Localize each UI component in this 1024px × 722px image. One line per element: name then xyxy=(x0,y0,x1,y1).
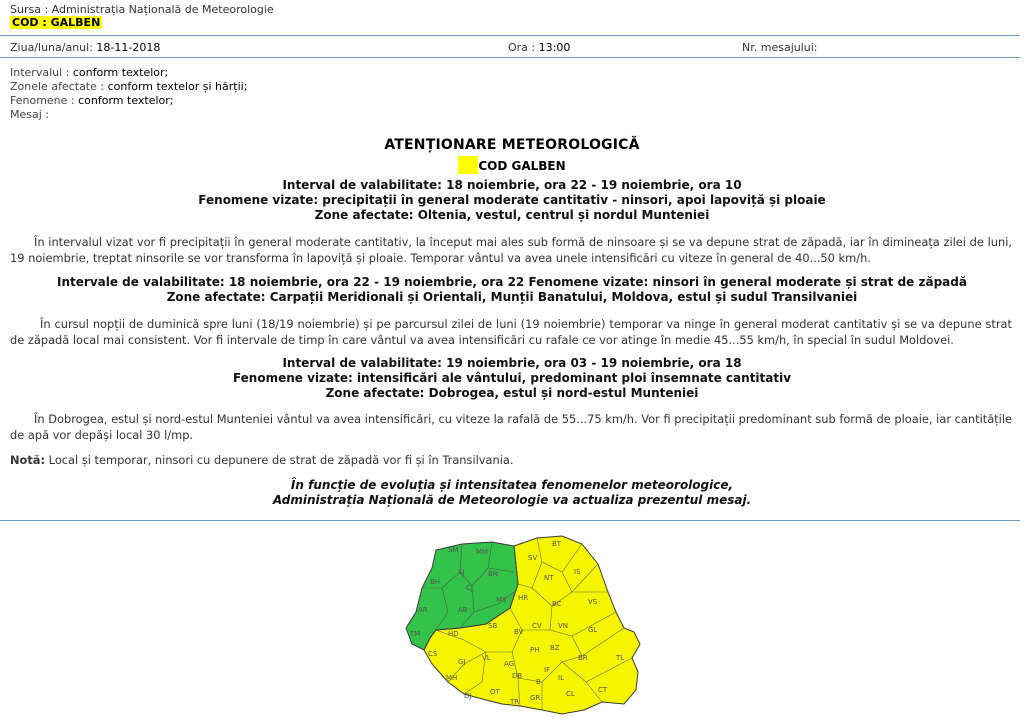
warning-code xyxy=(0,156,1024,174)
county-label-cs: CS xyxy=(428,650,438,658)
section3-interval: Interval de valabilitate: 19 noiembrie, ora 03 - 19 noiembrie, ora 18 xyxy=(282,356,742,370)
date-value: 18-11-2018 xyxy=(96,41,161,54)
message-number-label: Nr. mesajului: xyxy=(742,41,818,54)
county-label-if: IF xyxy=(544,666,551,674)
county-label-b: B xyxy=(536,678,541,686)
note-text: Local și temporar, ninsori cu depunere de strat de zăpadă vor fi și în Transilvania. xyxy=(48,453,514,467)
county-label-vn: VN xyxy=(558,622,569,630)
county-label-ag: AG xyxy=(504,660,515,668)
yellow-code-swatch xyxy=(458,156,478,174)
county-label-ct: CT xyxy=(598,686,608,694)
county-label-ph: PH xyxy=(530,646,540,654)
divider-bottom xyxy=(0,520,1020,521)
county-label-sv: SV xyxy=(528,554,538,562)
footer-line2: Administrația Națională de Meteorologie va actualiza prezentul mesaj. xyxy=(272,493,752,507)
zones-value: conform textelor și hărții; xyxy=(107,80,248,93)
phenomena-line xyxy=(10,94,174,107)
section2-interval: Intervale de valabilitate: 18 noiembrie, ora 22 - 19 noiembrie, ora 22 Fenomene vizate: ninsori în general moderate și strat de zăpadă xyxy=(57,275,967,289)
county-label-mh: MH xyxy=(446,674,458,682)
county-label-dj: DJ xyxy=(464,692,472,700)
county-label-ab: AB xyxy=(458,606,468,614)
phenomena-label: Fenomene : xyxy=(10,94,75,107)
county-label-sj: SJ xyxy=(458,568,465,576)
time-value: 13:00 xyxy=(538,41,571,54)
county-label-tm: TM xyxy=(410,630,421,638)
zones-label: Zonele afectate : xyxy=(10,80,105,93)
source-line xyxy=(10,3,274,16)
county-label-cj: CJ xyxy=(466,584,473,592)
county-label-gl: GL xyxy=(588,626,598,634)
warning-map xyxy=(402,532,642,722)
section1-paragraph: În intervalul vizat vor fi precipitații în general moderate cantitativ, la început mai ales sub formă de ninsoare și se va depune strat de zăpadă, iar în dimineața zilei de luni, 19 noiembrie, treptat ninsorile se vor transforma în lapoviță și ploaie. Temporar vântul va avea unele intensificări cu viteze în general de 40...50 km/h. xyxy=(10,235,1012,265)
county-label-bc: BC xyxy=(552,600,562,608)
county-label-hr: HR xyxy=(518,594,529,602)
county-label-bv: BV xyxy=(514,628,524,636)
interval-line xyxy=(10,66,168,79)
county-label-gj: GJ xyxy=(458,658,466,666)
county-label-ar: AR xyxy=(418,606,428,614)
source-label: Sursa : xyxy=(10,3,49,16)
county-label-is: IS xyxy=(574,568,581,576)
interval-label: Intervalul : xyxy=(10,66,70,79)
section3-paragraph: În Dobrogea, estul și nord-estul Munteniei vântul va avea intensificări, cu viteze la rafală de 55...75 km/h. Vor fi precipitații predominant sub formă de ploaie, iar cantitățile de apă vor depăși local 30 l/mp. xyxy=(10,412,1012,442)
county-label-vs: VS xyxy=(588,598,598,606)
section1-zones: Zone afectate: Oltenia, vestul, centrul și nordul Munteniei xyxy=(314,208,710,222)
county-label-nt: NT xyxy=(544,574,554,582)
county-label-cv: CV xyxy=(532,622,542,630)
date-field xyxy=(10,41,160,54)
county-label-hd: HD xyxy=(448,630,459,638)
section1-phenomena: Fenomene vizate: precipitații în general moderate cantitativ - ninsori, apoi lapoviță și ploaie xyxy=(198,193,826,207)
county-label-cl: CL xyxy=(566,690,575,698)
county-label-db: DB xyxy=(512,672,523,680)
message-label: Mesaj : xyxy=(10,108,49,121)
time-label: Ora : xyxy=(508,41,536,54)
section3-phenomena: Fenomene vizate: intensificări ale vântului, predominant ploi însemnate cantitativ xyxy=(232,371,792,385)
section2-paragraph: În cursul nopții de duminică spre luni (18/19 noiembrie) și pe parcursul zilei de luni (19 noiembrie) temporar va ninge în general moderat cantitativ și se va depune strat de zăpadă local mai consistent. Vor fi intervale de timp în care vântul va avea intensificări cu rafale ce vor atinge în medie 45...55 km/h, în special în sudul Moldovei. xyxy=(10,317,1012,347)
divider-meta xyxy=(0,57,1020,58)
county-label-gr: GR xyxy=(530,694,541,702)
source-value: Administrația Națională de Meteorologie xyxy=(51,3,274,16)
county-label-ms: MS xyxy=(496,596,507,604)
section3-zones: Zone afectate: Dobrogea, estul și nord-estul Munteniei xyxy=(325,386,699,400)
county-label-ot: OT xyxy=(490,688,500,696)
county-label-sm: SM xyxy=(448,546,459,554)
message-number-field xyxy=(742,41,818,54)
county-label-tr: TR xyxy=(510,698,520,706)
county-label-mm: MM xyxy=(476,548,489,556)
county-label-bh: BH xyxy=(430,578,441,586)
county-label-bt: BT xyxy=(552,540,562,548)
time-field xyxy=(508,41,570,54)
county-label-bn: BN xyxy=(488,570,499,578)
note-label: Notă: xyxy=(10,453,46,467)
warning-code-text: COD GALBEN xyxy=(478,159,566,173)
county-label-sb: SB xyxy=(488,622,498,630)
note-line xyxy=(10,452,1012,468)
zones-line xyxy=(10,80,247,93)
phenomena-value: conform textelor; xyxy=(78,94,174,107)
section1-interval: Interval de valabilitate: 18 noiembrie, ora 22 - 19 noiembrie, ora 10 xyxy=(282,178,742,192)
warning-title: ATENȚIONARE METEOROLOGICĂ xyxy=(384,137,640,153)
county-label-il: IL xyxy=(558,674,564,682)
code-badge: COD : GALBEN xyxy=(12,16,101,29)
county-label-br: BR xyxy=(578,654,588,662)
divider-top xyxy=(0,35,1020,36)
county-label-vl: VL xyxy=(482,654,491,662)
section2-zones: Zone afectate: Carpații Meridionali și Orientali, Munții Banatului, Moldova, estul și sudul Transilvaniei xyxy=(166,290,858,304)
date-label: Ziua/luna/anul: xyxy=(10,41,93,54)
interval-value: conform textelor; xyxy=(72,66,169,79)
message-line xyxy=(10,108,49,121)
footer-line1: În funcție de evoluția și intensitatea fenomenelor meteorologice, xyxy=(290,478,734,492)
county-label-tl: TL xyxy=(616,654,625,662)
county-label-bz: BZ xyxy=(550,644,560,652)
